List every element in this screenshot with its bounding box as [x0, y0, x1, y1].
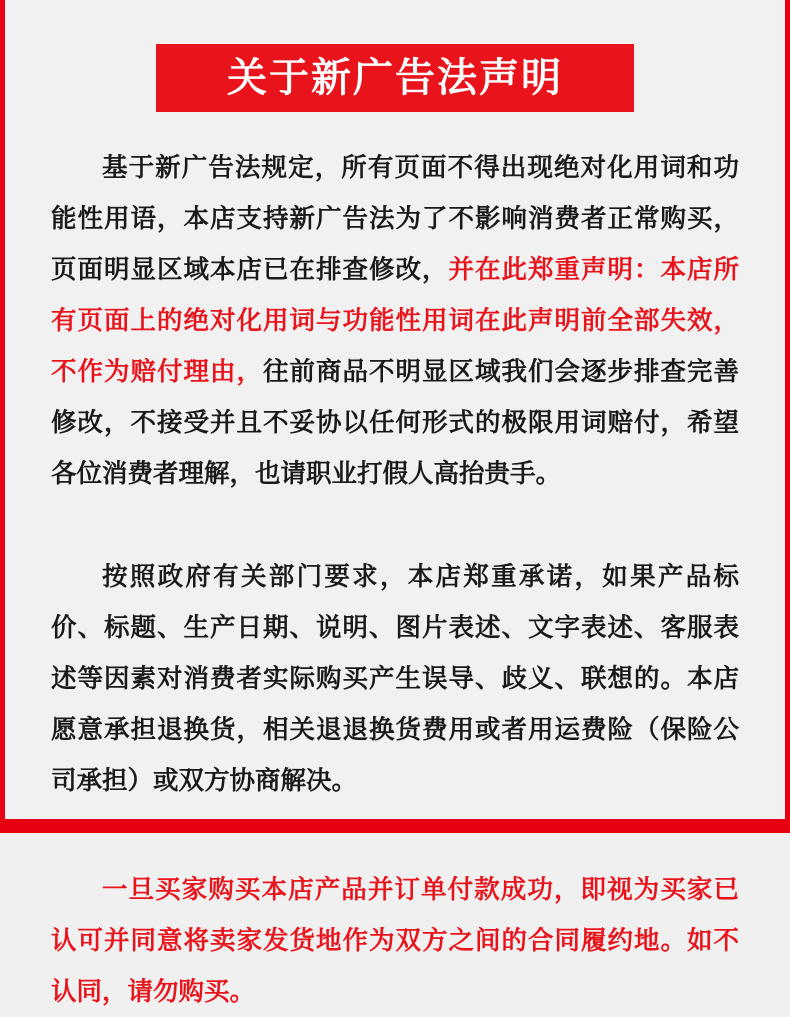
- paragraph-1-segment-1: 基于新广告法规定，所有页面不得出现绝对化用词和功能性用语，本店支持新广告法为了不影响消费者正常购买，页面明显区域本店已在排查修改，: [51, 153, 739, 284]
- paragraph-2: [51, 551, 739, 806]
- paragraph-1: [51, 142, 739, 499]
- paragraph-3-segment-1: 一旦买家购买本店产品并订单付款成功，即视为买家已认可并同意将卖家发货地作为双方之间的合同履约地。如不认同，请勿购买。: [51, 875, 739, 1006]
- announcement-body: [5, 112, 785, 1017]
- page-title: 关于新广告法声明: [227, 55, 563, 100]
- paragraph-1-segment-4: 往前商品不明显区域我们会逐步排查完善修改，不接受并且不妥协以任何形式的极限用词赔付，希望各位消费者理解，也请职业打假人高抬贵手。: [51, 357, 739, 488]
- title-section: [5, 0, 785, 112]
- bottom-accent-bar: [0, 819, 790, 833]
- paragraph-1-segment-2: 并在此郑重声明：: [448, 255, 661, 284]
- paragraph-1-segment-3: 本店所有页面上的绝对化用词与功能性用词在此声明前全部失效，不作为赔付理由，: [51, 255, 739, 386]
- paragraph-3: [51, 864, 739, 1017]
- paragraph-2-segment-1: 按照政府有关部门要求，本店郑重承诺，如果产品标价、标题、生产日期、说明、图片表述、文字表述、客服表述等因素对消费者实际购买产生误导、歧义、联想的。本店愿意承担退换货，相关退退换货费用或者用运费险（保险公司承担）或双方协商解决。: [51, 562, 739, 795]
- title-banner: [156, 44, 634, 112]
